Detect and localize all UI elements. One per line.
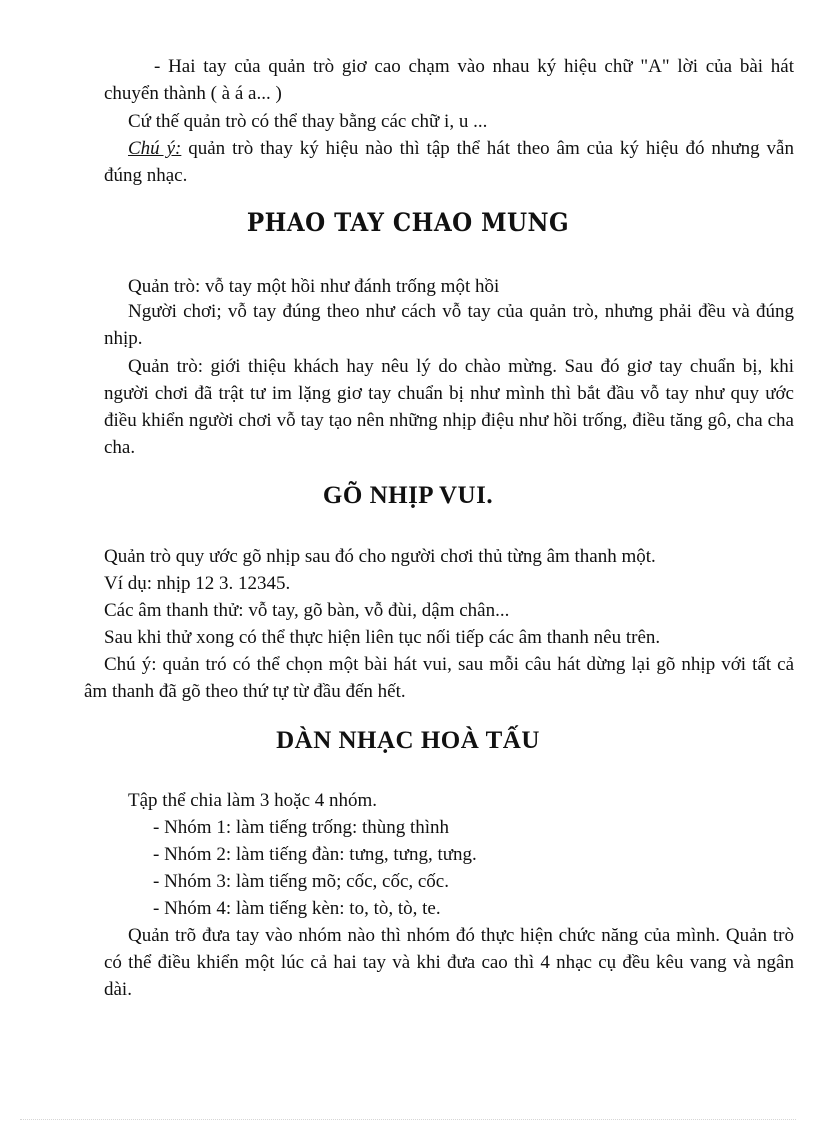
line-rhythm-rule: Quản trò quy ước gõ nhịp sau đó cho người chơi thủ từng âm thanh một. <box>104 546 656 567</box>
list-item: - Nhóm 4: làm tiếng kèn: to, tò, tò, te. <box>153 898 441 919</box>
paragraph-replace-letters: Cứ thế quản trò có thể thay bằng các chữ i, u ... <box>128 111 488 132</box>
section-title-dan-nhac: DÀN NHẠC HOÀ TẤU <box>276 727 540 754</box>
list-item: - Nhóm 2: làm tiếng đàn: tưng, tưng, tưng. <box>153 844 477 865</box>
section-title-go-nhip: GÕ NHỊP VUI. <box>322 482 494 509</box>
line-sounds: Các âm thanh thử: vỗ tay, gõ bàn, vỗ đùi, dậm chân... <box>104 600 510 621</box>
paragraph-welcome: Quản trò: giới thiệu khách hay nêu lý do chào mừng. Sau đó giơ tay chuẩn bị, khi người chơi đã trật tư im lặng giơ tay chuẩn bị như mình thì bắt đầu vỗ tay như quy ước điều khiển người chơi vỗ tay tạo nên những nhịp điệu như hồi trống, điều tăng gô, cha cha cha. <box>104 356 794 458</box>
page-bottom-divider <box>20 1119 796 1120</box>
list-item: - Nhóm 1: làm tiếng trống: thùng thình <box>153 817 450 838</box>
paragraph-player-clap: Người chơi; vỗ tay đúng theo như cách vỗ tay của quản trò, nhưng phải đều và đúng nhịp. <box>104 301 794 349</box>
line-example: Ví dụ: nhịp 12 3. 12345. <box>104 573 291 594</box>
note-text: quản trò thay ký hiệu nào thì tập thể hát theo âm của ký hiệu đó nhưng vẫn đúng nhạc. <box>104 138 794 186</box>
note-label: Chú ý: <box>128 138 182 159</box>
list-item: - Nhóm 3: làm tiếng mõ; cốc, cốc, cốc. <box>153 871 449 892</box>
paragraph-note-song: Chú ý: quản tró có thể chọn một bài hát vui, sau mỗi câu hát dừng lại gõ nhịp với tất cả âm thanh đã gõ theo thứ tự từ đầu đến hết. <box>84 654 794 702</box>
line-continuous: Sau khi thử xong có thể thực hiện liên tục nối tiếp các âm thanh nêu trên. <box>104 627 661 648</box>
paragraph-clap-drum: Quản trò: vỗ tay một hồi như đánh trống một hồi <box>128 276 500 297</box>
line-intro-groups: Tập thể chia làm 3 hoặc 4 nhóm. <box>128 790 378 811</box>
paragraph-hands-raised: - Hai tay của quản trò giơ cao chạm vào nhau ký hiệu chữ "A" lời của bài hát chuyển thành ( à á a... ) <box>104 56 794 104</box>
paragraph-note <box>104 135 794 189</box>
section-title-phao-tay: PHAO TAY CHAO MUNG <box>246 208 570 237</box>
paragraph-closing: Quản trõ đưa tay vào nhóm nào thì nhóm đó thực hiện chức năng của mình. Quản trò có thể điều khiển một lúc cả hai tay và khi đưa cao thì 4 nhạc cụ đều kêu vang và ngân dài. <box>104 925 794 1000</box>
